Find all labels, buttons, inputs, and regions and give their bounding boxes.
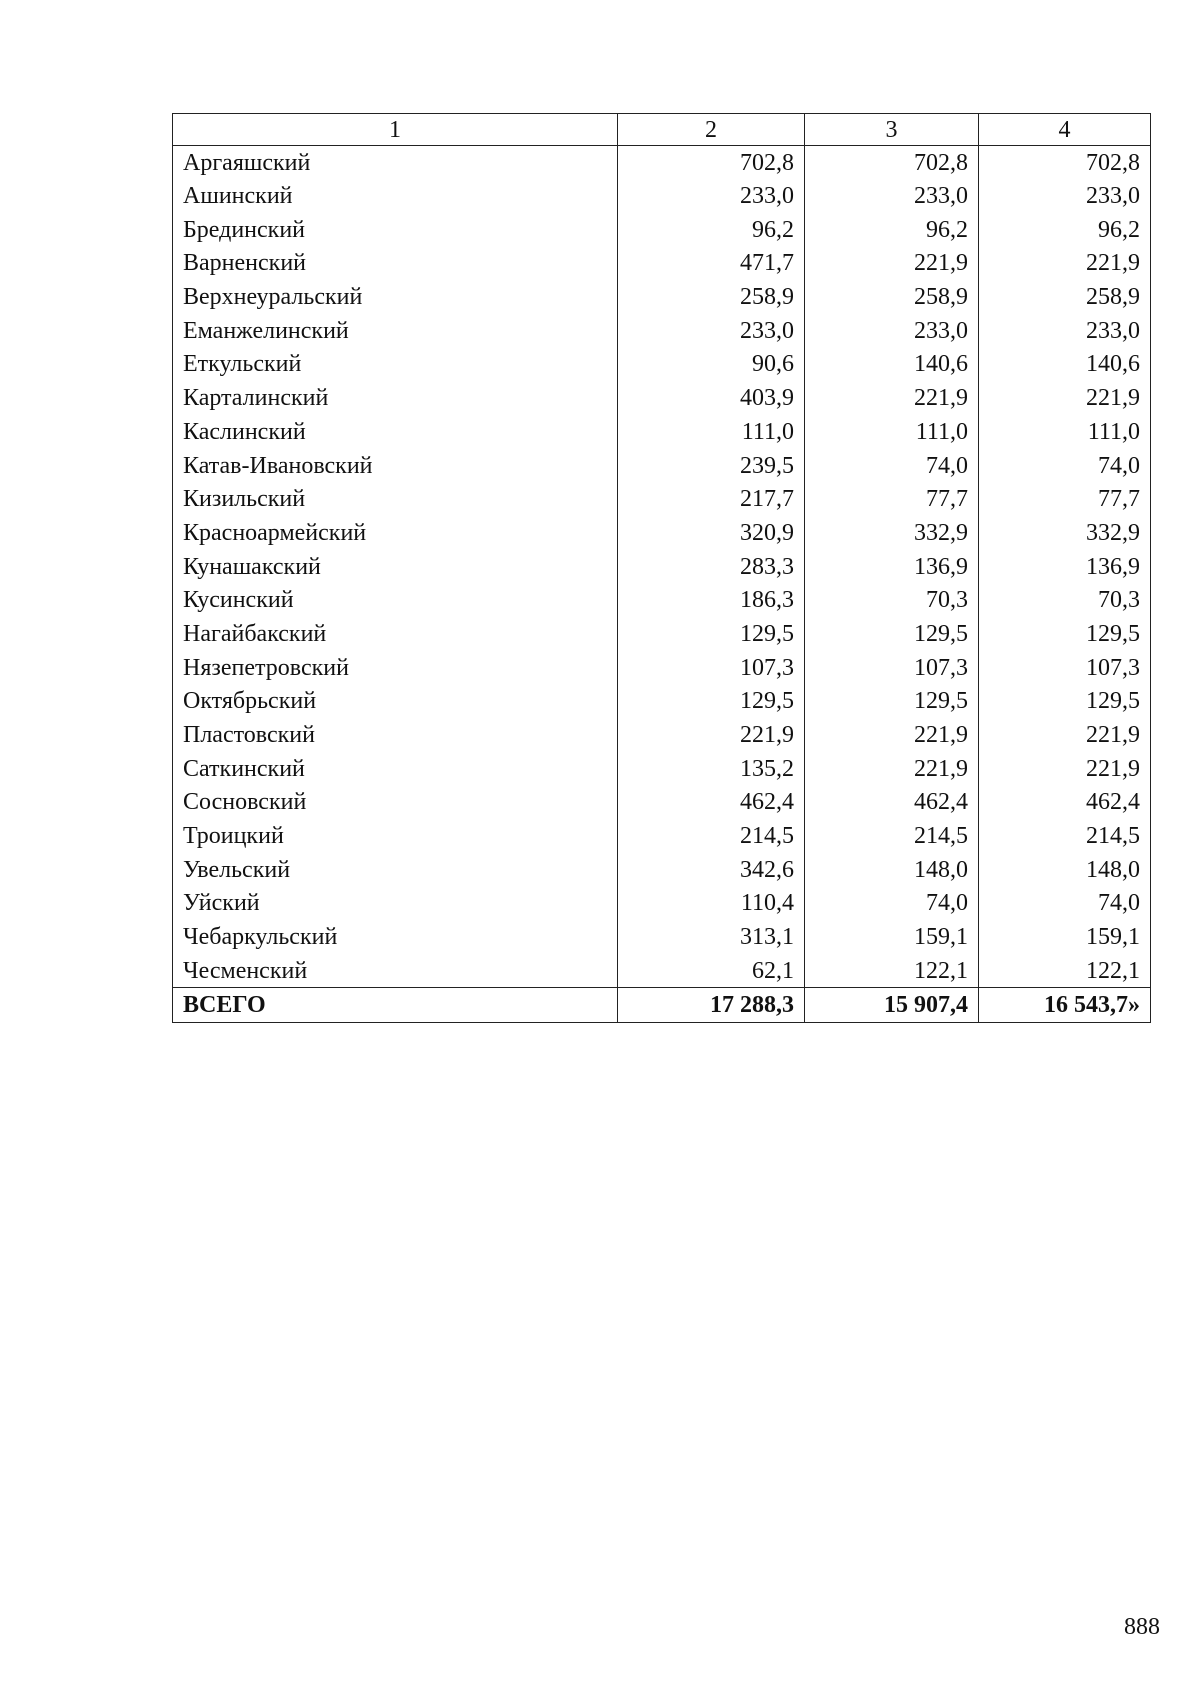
table-row xyxy=(173,583,1151,617)
table-row xyxy=(173,853,1151,887)
value-col2: 403,9 xyxy=(618,381,805,415)
total-row xyxy=(173,988,1151,1023)
value-col3: 258,9 xyxy=(805,280,979,314)
value-col2: 258,9 xyxy=(618,280,805,314)
value-col4: 159,1 xyxy=(979,920,1151,954)
district-name: Чесменский xyxy=(173,954,618,988)
value-col3: 332,9 xyxy=(805,516,979,550)
table-row xyxy=(173,617,1151,651)
district-name: Кунашакский xyxy=(173,550,618,584)
table-row xyxy=(173,752,1151,786)
value-col3: 148,0 xyxy=(805,853,979,887)
table-row xyxy=(173,718,1151,752)
total-value-col2: 17 288,3 xyxy=(618,988,805,1023)
value-col4: 221,9 xyxy=(979,381,1151,415)
district-name: Октябрьский xyxy=(173,685,618,719)
table-row xyxy=(173,146,1151,180)
value-col4: 221,9 xyxy=(979,752,1151,786)
value-col3: 221,9 xyxy=(805,381,979,415)
table-row xyxy=(173,920,1151,954)
district-name: Катав-Ивановский xyxy=(173,449,618,483)
value-col3: 74,0 xyxy=(805,449,979,483)
value-col2: 283,3 xyxy=(618,550,805,584)
value-col4: 221,9 xyxy=(979,718,1151,752)
table-row xyxy=(173,213,1151,247)
district-name: Еткульский xyxy=(173,348,618,382)
value-col3: 129,5 xyxy=(805,617,979,651)
value-col3: 74,0 xyxy=(805,887,979,921)
value-col4: 214,5 xyxy=(979,819,1151,853)
table-row xyxy=(173,247,1151,281)
district-name: Ашинский xyxy=(173,179,618,213)
value-col2: 239,5 xyxy=(618,449,805,483)
value-col3: 136,9 xyxy=(805,550,979,584)
table-row xyxy=(173,685,1151,719)
table-row xyxy=(173,449,1151,483)
table-header-row xyxy=(173,114,1151,146)
value-col4: 122,1 xyxy=(979,954,1151,988)
district-name: Каслинский xyxy=(173,415,618,449)
value-col3: 214,5 xyxy=(805,819,979,853)
total-value-col3: 15 907,4 xyxy=(805,988,979,1023)
value-col4: 74,0 xyxy=(979,449,1151,483)
value-col2: 471,7 xyxy=(618,247,805,281)
value-col2: 129,5 xyxy=(618,685,805,719)
district-name: Еманжелинский xyxy=(173,314,618,348)
value-col3: 221,9 xyxy=(805,247,979,281)
value-col2: 107,3 xyxy=(618,651,805,685)
column-header-3: 3 xyxy=(805,114,979,146)
district-name: Саткинский xyxy=(173,752,618,786)
value-col2: 221,9 xyxy=(618,718,805,752)
total-value-col4: 16 543,7» xyxy=(979,988,1151,1023)
value-col3: 233,0 xyxy=(805,179,979,213)
budget-table xyxy=(172,113,1151,1023)
value-col3: 233,0 xyxy=(805,314,979,348)
district-name: Сосновский xyxy=(173,786,618,820)
value-col4: 462,4 xyxy=(979,786,1151,820)
table-row xyxy=(173,179,1151,213)
table-row xyxy=(173,819,1151,853)
district-name: Уйский xyxy=(173,887,618,921)
value-col2: 111,0 xyxy=(618,415,805,449)
value-col2: 96,2 xyxy=(618,213,805,247)
table-row xyxy=(173,381,1151,415)
district-name: Брединский xyxy=(173,213,618,247)
table-row xyxy=(173,550,1151,584)
table-row xyxy=(173,280,1151,314)
value-col2: 313,1 xyxy=(618,920,805,954)
value-col2: 342,6 xyxy=(618,853,805,887)
district-name: Нагайбакский xyxy=(173,617,618,651)
value-col2: 135,2 xyxy=(618,752,805,786)
value-col3: 159,1 xyxy=(805,920,979,954)
value-col3: 129,5 xyxy=(805,685,979,719)
table-row xyxy=(173,651,1151,685)
value-col2: 110,4 xyxy=(618,887,805,921)
value-col4: 96,2 xyxy=(979,213,1151,247)
value-col4: 148,0 xyxy=(979,853,1151,887)
district-name: Кусинский xyxy=(173,583,618,617)
table-row xyxy=(173,786,1151,820)
column-header-1: 1 xyxy=(173,114,618,146)
value-col4: 332,9 xyxy=(979,516,1151,550)
table-row xyxy=(173,314,1151,348)
district-name: Карталинский xyxy=(173,381,618,415)
value-col2: 214,5 xyxy=(618,819,805,853)
value-col2: 186,3 xyxy=(618,583,805,617)
value-col3: 702,8 xyxy=(805,146,979,180)
column-header-2: 2 xyxy=(618,114,805,146)
district-name: Увельский xyxy=(173,853,618,887)
value-col4: 70,3 xyxy=(979,583,1151,617)
value-col3: 70,3 xyxy=(805,583,979,617)
district-name: Чебаркульский xyxy=(173,920,618,954)
value-col3: 96,2 xyxy=(805,213,979,247)
value-col4: 129,5 xyxy=(979,685,1151,719)
table-row xyxy=(173,482,1151,516)
value-col3: 221,9 xyxy=(805,752,979,786)
value-col4: 233,0 xyxy=(979,314,1151,348)
district-name: Красноармейский xyxy=(173,516,618,550)
district-name: Троицкий xyxy=(173,819,618,853)
value-col2: 320,9 xyxy=(618,516,805,550)
value-col3: 77,7 xyxy=(805,482,979,516)
table-row xyxy=(173,954,1151,988)
table-row xyxy=(173,516,1151,550)
district-name: Пластовский xyxy=(173,718,618,752)
value-col4: 77,7 xyxy=(979,482,1151,516)
value-col2: 462,4 xyxy=(618,786,805,820)
value-col2: 702,8 xyxy=(618,146,805,180)
value-col3: 107,3 xyxy=(805,651,979,685)
value-col4: 140,6 xyxy=(979,348,1151,382)
district-name: Верхнеуральский xyxy=(173,280,618,314)
value-col2: 90,6 xyxy=(618,348,805,382)
value-col4: 74,0 xyxy=(979,887,1151,921)
value-col2: 233,0 xyxy=(618,179,805,213)
value-col4: 107,3 xyxy=(979,651,1151,685)
value-col3: 140,6 xyxy=(805,348,979,382)
value-col4: 258,9 xyxy=(979,280,1151,314)
value-col4: 221,9 xyxy=(979,247,1151,281)
value-col3: 111,0 xyxy=(805,415,979,449)
table-row xyxy=(173,415,1151,449)
value-col4: 129,5 xyxy=(979,617,1151,651)
value-col4: 136,9 xyxy=(979,550,1151,584)
district-name: Кизильский xyxy=(173,482,618,516)
value-col3: 221,9 xyxy=(805,718,979,752)
value-col3: 462,4 xyxy=(805,786,979,820)
page-number: 888 xyxy=(1124,1614,1160,1640)
district-name: Нязепетровский xyxy=(173,651,618,685)
value-col4: 233,0 xyxy=(979,179,1151,213)
value-col2: 233,0 xyxy=(618,314,805,348)
column-header-4: 4 xyxy=(979,114,1151,146)
district-name: Аргаяшский xyxy=(173,146,618,180)
value-col3: 122,1 xyxy=(805,954,979,988)
value-col2: 129,5 xyxy=(618,617,805,651)
district-name: Варненский xyxy=(173,247,618,281)
value-col4: 111,0 xyxy=(979,415,1151,449)
value-col2: 217,7 xyxy=(618,482,805,516)
table-row xyxy=(173,887,1151,921)
value-col2: 62,1 xyxy=(618,954,805,988)
total-label: ВСЕГО xyxy=(173,988,618,1023)
value-col4: 702,8 xyxy=(979,146,1151,180)
table-row xyxy=(173,348,1151,382)
